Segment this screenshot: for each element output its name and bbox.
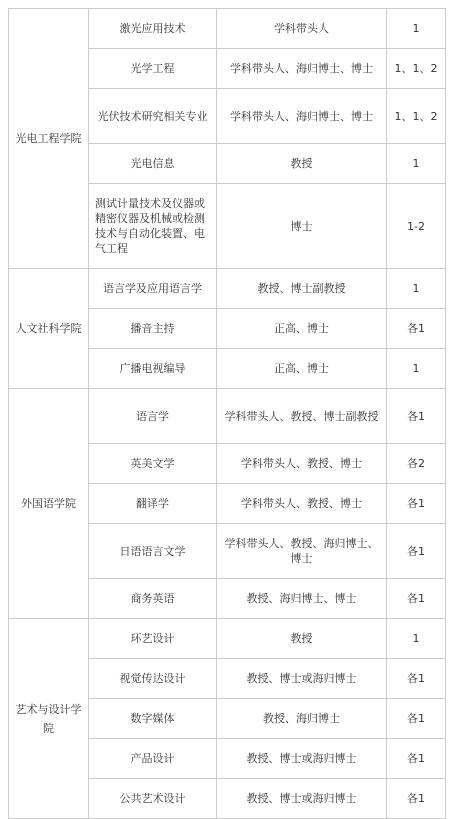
count-cell: 1 (387, 144, 446, 184)
major-cell: 光电信息 (89, 144, 217, 184)
count-cell: 各1 (387, 389, 446, 444)
major-cell: 产品设计 (89, 739, 217, 779)
major-cell: 英美文学 (89, 444, 217, 484)
recruitment-table (8, 8, 446, 819)
major-cell: 光学工程 (89, 49, 217, 89)
requirement-cell: 教授 (217, 619, 387, 659)
college-name: 光电工程学院 (9, 9, 89, 269)
count-cell: 1 (387, 619, 446, 659)
major-cell: 语言学及应用语言学 (89, 269, 217, 309)
table-row (9, 9, 446, 49)
count-cell: 1 (387, 9, 446, 49)
count-cell: 各1 (387, 739, 446, 779)
major-cell: 环艺设计 (89, 619, 217, 659)
major-cell: 播音主持 (89, 309, 217, 349)
requirement-cell: 学科带头人、教授、海归博士、博士 (217, 524, 387, 579)
college-name: 艺术与设计学院 (9, 619, 89, 819)
major-cell: 商务英语 (89, 579, 217, 619)
major-cell: 测试计量技术及仪器或精密仪器及机械或检测技术与自动化装置、电气工程 (89, 184, 217, 269)
count-cell: 各1 (387, 524, 446, 579)
major-cell: 日语语言文学 (89, 524, 217, 579)
requirement-cell: 教授、海归博士 (217, 699, 387, 739)
requirement-cell: 学科带头人、教授、博士副教授 (217, 389, 387, 444)
count-cell: 各1 (387, 659, 446, 699)
requirement-cell: 教授、海归博士、博士 (217, 579, 387, 619)
requirement-cell: 学科带头人、教授、博士 (217, 484, 387, 524)
requirement-cell: 博士 (217, 184, 387, 269)
count-cell: 各1 (387, 484, 446, 524)
count-cell: 各2 (387, 444, 446, 484)
requirement-cell: 教授、博士副教授 (217, 269, 387, 309)
major-cell: 数字媒体 (89, 699, 217, 739)
requirement-cell: 正高、博士 (217, 309, 387, 349)
requirement-cell: 教授、博士或海归博士 (217, 739, 387, 779)
requirement-cell: 教授 (217, 144, 387, 184)
college-name: 人文社科学院 (9, 269, 89, 389)
requirement-cell: 学科带头人、海归博士、博士 (217, 49, 387, 89)
major-cell: 广播电视编导 (89, 349, 217, 389)
count-cell: 1-2 (387, 184, 446, 269)
college-name: 外国语学院 (9, 389, 89, 619)
major-cell: 公共艺术设计 (89, 779, 217, 819)
count-cell: 各1 (387, 779, 446, 819)
count-cell: 各1 (387, 309, 446, 349)
requirement-cell: 教授、博士或海归博士 (217, 659, 387, 699)
major-cell: 视觉传达设计 (89, 659, 217, 699)
major-cell: 语言学 (89, 389, 217, 444)
requirement-cell: 正高、博士 (217, 349, 387, 389)
table-row (9, 269, 446, 309)
count-cell: 各1 (387, 579, 446, 619)
requirement-cell: 学科带头人、海归博士、博士 (217, 89, 387, 144)
major-cell: 激光应用技术 (89, 9, 217, 49)
count-cell: 1 (387, 269, 446, 309)
requirement-cell: 学科带头人 (217, 9, 387, 49)
major-cell: 翻译学 (89, 484, 217, 524)
major-cell: 光伏技术研究相关专业 (89, 89, 217, 144)
table-row (9, 619, 446, 659)
count-cell: 1 (387, 349, 446, 389)
count-cell: 各1 (387, 699, 446, 739)
table-row (9, 389, 446, 444)
requirement-cell: 教授、博士或海归博士 (217, 779, 387, 819)
count-cell: 1、1、2 (387, 49, 446, 89)
count-cell: 1、1、2 (387, 89, 446, 144)
requirement-cell: 学科带头人、教授、博士 (217, 444, 387, 484)
